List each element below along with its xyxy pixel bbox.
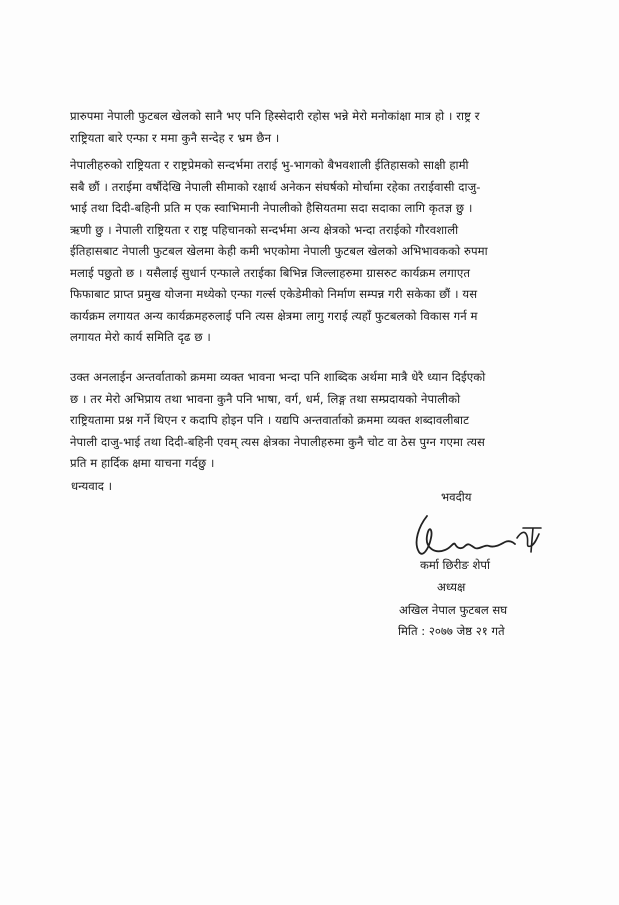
paragraph-apology [70, 367, 550, 475]
paragraph-line: नेपाली दाजु-भाई तथा दिदी-बहिनी एवम् त्यस क्षेत्रका नेपालीहरुमा कुनै चोट वा ठेस पुग्न गएमा त्यस [70, 434, 485, 449]
signer-organization: अखिल नेपाल फुटबल सघ [399, 603, 508, 617]
paragraph-line: राष्ट्रियतामा प्रश्न गर्ने थिएन र कदापि होइन पनि । यद्यपि अन्तवार्ताको क्रममा व्यक्त शब्दावलीबाट [70, 413, 470, 427]
signer-title: अध्यक्ष [437, 580, 466, 594]
paragraph-intro [70, 106, 550, 149]
paragraph-line: उक्त अनलाईन अन्तर्वाताको क्रममा व्यक्त भावना भन्दा पनि शाब्दिक अर्थमा मात्रै धेरै ध्यान दिईएको [70, 370, 486, 384]
paragraph-line: लगायत मेरो कार्य समिति दृढ छ । [70, 330, 211, 344]
paragraph-line: ईतिहासबाट नेपाली फुटबल खेलमा केही कमी भएकोमा नेपाली फुटबल खेलको अभिभावकको रुपमा [70, 244, 488, 258]
letter-date: मिति : २०७७ जेष्ठ २१ गते [398, 624, 505, 638]
closing-thanks: धन्यवाद । [71, 479, 112, 493]
paragraph-line: छ । तर मेरो अभिप्राय तथा भावना कुनै पनि भाषा, वर्ग, धर्म, लिङ्ग तथा सम्प्रदायको नेपालीको [70, 391, 461, 406]
paragraph-line: नेपालीहरुको राष्ट्रियता र राष्ट्रप्रेमको सन्दर्भमा तराई भु-भागको बैभवशाली ईतिहासको साक्षी हामी [70, 158, 469, 172]
paragraph-line: प्रति म हार्दिक क्षमा याचना गर्दछु । [70, 456, 215, 470]
paragraph-line: भाई तथा दिदी-बहिनी प्रति म एक स्वाभिमानी नेपालीको हैसियतमा सदा सदाका लागि कृतज्ञ छु । [70, 201, 473, 215]
paragraph-line: कार्यक्रम लगायत अन्य कार्यक्रमहरुलाई पनि त्यस क्षेत्रमा लागु गराई त्यहाँ फुटबलको विकास गर्न म [70, 308, 478, 323]
paragraph-line: प्रारुपमा नेपाली फुटबल खेलको सानै भए पनि हिस्सेदारी रहोस भन्ने मेरो मनोकांक्षा मात्र हो । राष्ट्र र [70, 109, 480, 123]
signer-name: कर्मा छिरीङ शेर्पा [420, 558, 490, 572]
paragraph-line: ऋणी छु । नेपाली राष्ट्रियता र राष्ट्र पहिचानको सन्दर्भमा अन्य क्षेत्रको भन्दा तराईको गौरवशाली [70, 222, 459, 237]
paragraph-line: सबै छौं । तराईमा वर्षौदेखि नेपाली सीमाको रक्षार्थ अनेकन संघर्षको मोर्चामा रहेका तराईवासी दाजु- [70, 179, 481, 194]
valediction: भवदीय [441, 490, 472, 504]
paragraph-line: राष्ट्रियता बारे एन्फा र ममा कुनै सन्देह र भ्रम छैन । [70, 130, 280, 145]
paragraph-terai [70, 155, 550, 349]
paragraph-line: मलाई पछुतो छ । यसैलाई सुधार्न एन्फाले तराईका बिभिन्न जिल्लाहरुमा ग्रासरुट कार्यक्रम लगाएत [70, 265, 471, 280]
paragraph-line: फिफाबाट प्राप्त प्रमुख योजना मध्येको एन्फा गर्ल्स एकेडेमीको निर्माण सम्पन्न गरी सकेका छौं । यस [70, 287, 478, 301]
handwritten-signature [405, 508, 555, 563]
